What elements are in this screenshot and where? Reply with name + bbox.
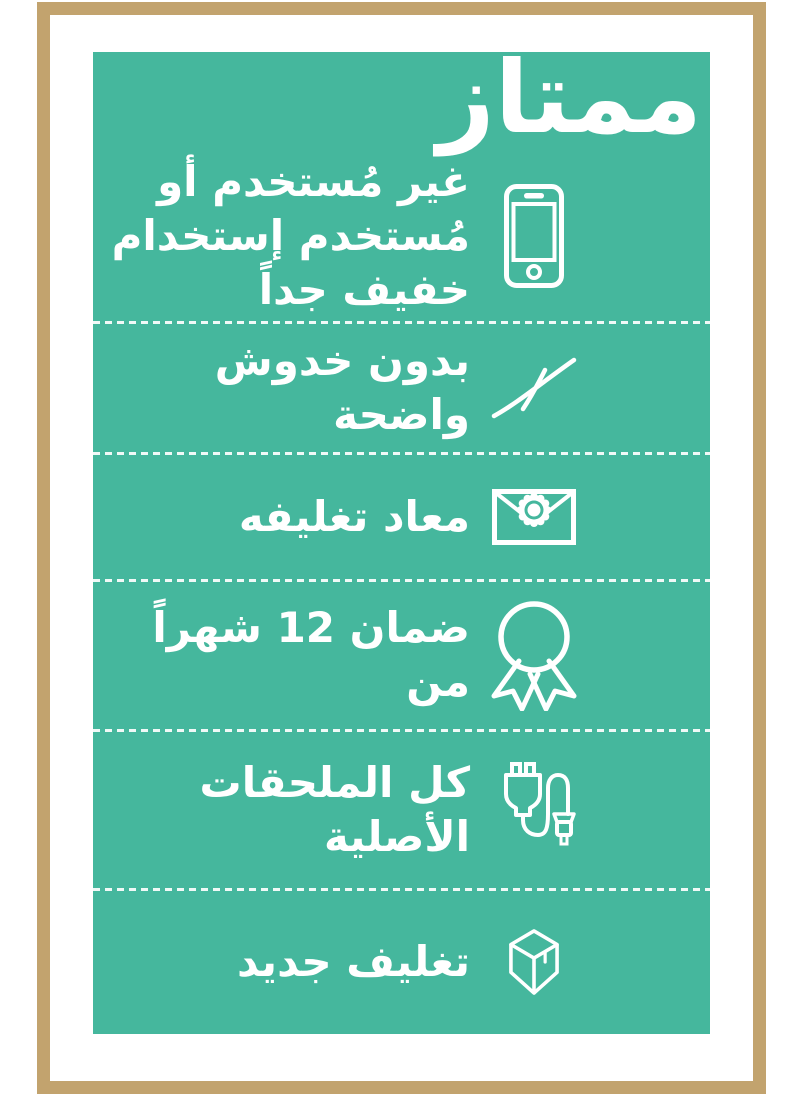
feature-text-line: ضمان 12 شهراً <box>152 603 470 652</box>
usb-cable-icon <box>484 762 584 858</box>
feature-text <box>239 490 470 544</box>
scratches-icon <box>484 356 584 420</box>
package-box-icon <box>484 920 584 1004</box>
sealed-envelope-icon <box>484 488 584 546</box>
feature-text <box>215 334 470 442</box>
card-title-row <box>93 39 710 156</box>
feature-row <box>93 730 710 889</box>
feature-text <box>152 601 470 709</box>
feature-text-line: كل الملحقات <box>199 757 470 807</box>
feature-text <box>200 756 470 864</box>
feature-row <box>93 889 710 1034</box>
condition-card <box>93 39 710 1034</box>
feature-text-line: بدون خدوش <box>214 335 470 385</box>
feature-text <box>112 155 470 317</box>
feature-text-line: من <box>406 657 470 706</box>
feature-text-line: الأصلية <box>323 811 470 861</box>
warranty-medal-icon <box>484 599 584 711</box>
feature-row <box>93 150 710 322</box>
feature-row <box>93 580 710 730</box>
feature-text-line: واضحة <box>333 389 470 439</box>
feature-text-line: مُستخدم إستخدام <box>111 211 470 260</box>
feature-text-line: معاد تغليفه <box>238 491 470 541</box>
smartphone-icon <box>484 184 584 288</box>
feature-text <box>237 935 470 989</box>
feature-text-line: خفيف جداً <box>258 265 470 314</box>
card-title: ممتاز <box>437 39 702 156</box>
feature-text-line: تغليف جديد <box>237 936 470 986</box>
feature-row <box>93 322 710 453</box>
feature-text-line: غير مُستخدم أو <box>157 157 470 206</box>
feature-row <box>93 453 710 580</box>
